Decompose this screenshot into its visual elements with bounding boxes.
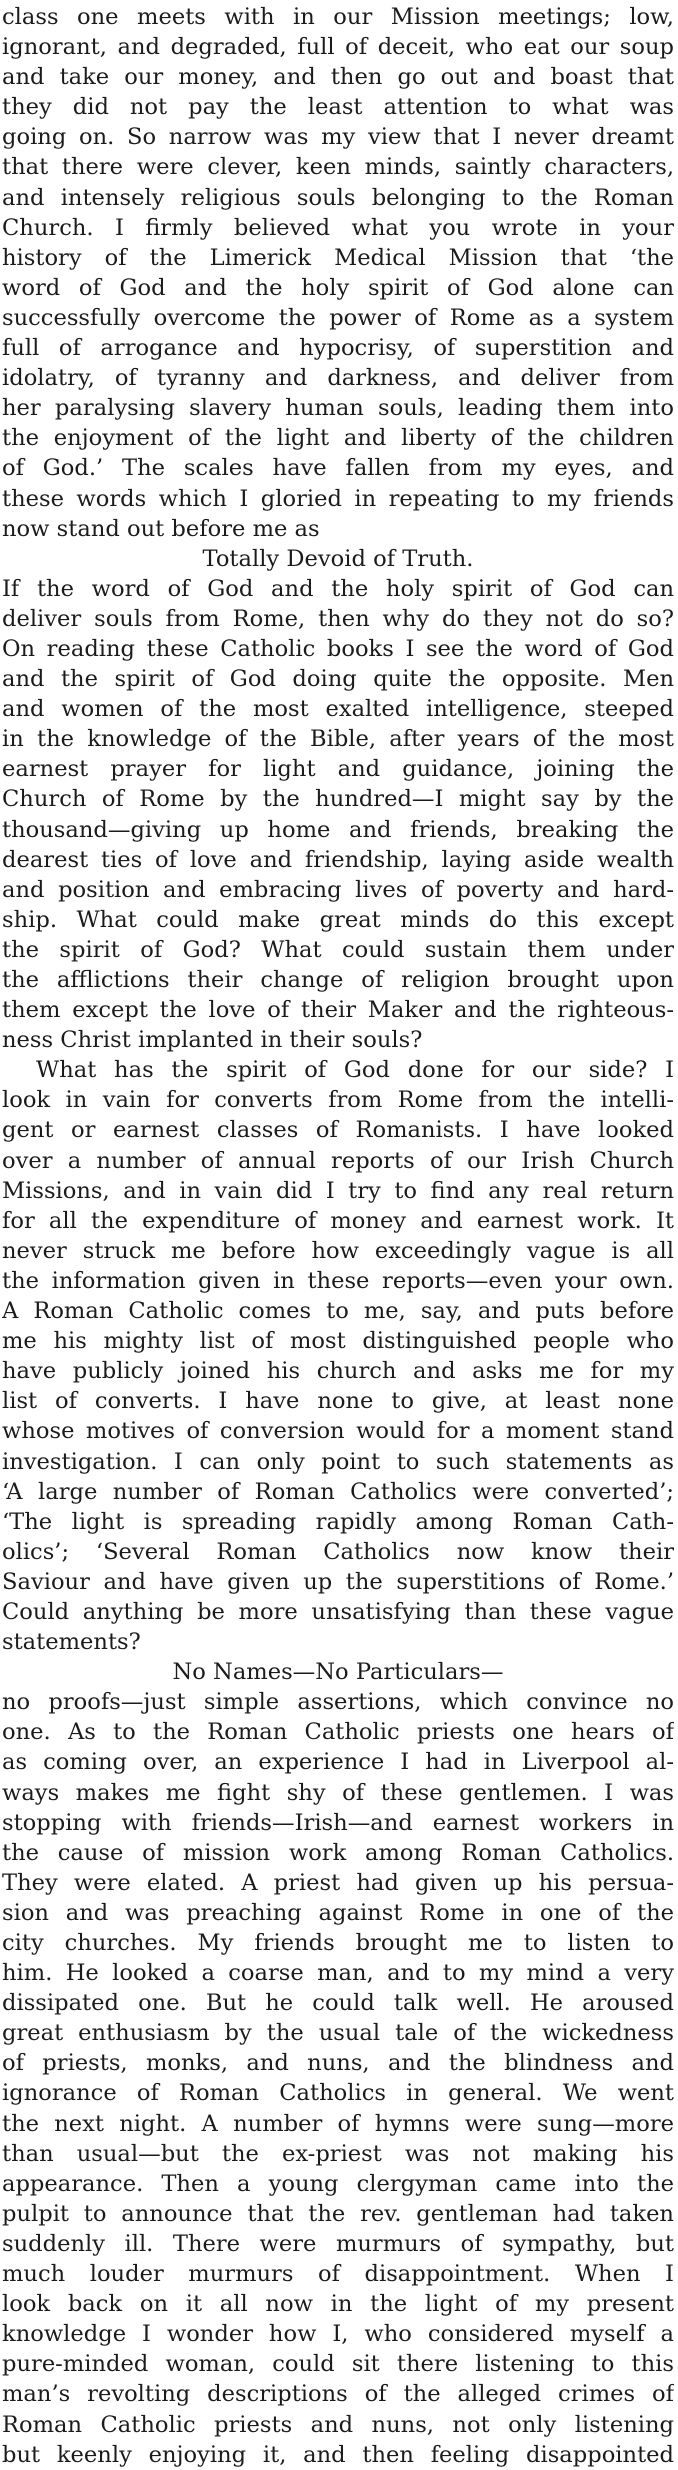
text-line: but keenly enjoying it, and then feeling disappointed <box>2 2441 674 2468</box>
text-line: them except the love of their Maker and the righteous- <box>2 997 674 1024</box>
text-line: and position and embracing lives of poverty and hard- <box>2 876 674 903</box>
text-line: They were elated. A priest had given up his persua- <box>2 1869 674 1896</box>
text-line: over a number of annual reports of our Irish Church <box>2 1147 674 1174</box>
text-line: much louder murmurs of disappointment. When I <box>2 2261 674 2288</box>
text-line: Church. I firmly believed what you wrote in your <box>2 214 674 241</box>
text-line: for all the expenditure of money and earnest work. It <box>2 1207 674 1234</box>
text-line: the next night. A number of hymns were sung—more <box>2 2110 674 2137</box>
text-line: olics’; ‘Several Roman Catholics now know their <box>2 1538 674 1565</box>
text-line: If the word of God and the holy spirit of God can <box>2 575 674 602</box>
paragraph-2 <box>2 574 674 1056</box>
text-line: dissipated one. But he could talk well. He aroused <box>2 1990 674 2017</box>
text-line: full of arrogance and hypocrisy, of superstition and <box>2 335 674 362</box>
text-line: earnest prayer for light and guidance, joining the <box>2 756 674 783</box>
text-line: What has the spirit of God done for our side? I <box>36 1057 674 1084</box>
text-line: ways makes me fight shy of these gentlemen. I was <box>2 1779 674 1806</box>
text-line: investigation. I can only point to such statements as <box>2 1448 674 1475</box>
text-line: pulpit to announce that the rev. gentleman had taken <box>2 2200 674 2227</box>
text-line: thousand—giving up home and friends, breaking the <box>2 816 674 843</box>
text-line: ‘A large number of Roman Catholics were converted’; <box>2 1478 674 1505</box>
text-line: the cause of mission work among Roman Catholics. <box>2 1839 674 1866</box>
text-line: appearance. Then a young clergyman came into the <box>2 2170 674 2197</box>
text-line: one. As to the Roman Catholic priests one hears of <box>2 1719 674 1746</box>
text-line: than usual—but the ex-priest was not making his <box>2 2140 674 2167</box>
text-line: successfully overcome the power of Rome as a system <box>2 304 674 331</box>
text-line: dearest ties of love and friendship, laying aside wealth <box>2 846 674 873</box>
text-line: me his mighty list of most distinguished people who <box>2 1328 674 1355</box>
text-line: and intensely religious souls belonging to the Roman <box>2 184 674 211</box>
text-line: A Roman Catholic comes to me, say, and puts before <box>2 1298 674 1325</box>
text-line: that there were clever, keen minds, saintly characters, <box>2 154 674 181</box>
text-line: and the spirit of God doing quite the opposite. Men <box>2 666 674 693</box>
text-line: On reading these Catholic books I see the word of God <box>2 635 674 662</box>
text-line: deliver souls from Rome, then why do they not do so? <box>2 605 674 632</box>
text-line: stopping with friends—Irish—and earnest workers in <box>2 1809 674 1836</box>
text-line: ship. What could make great minds do this except <box>2 906 674 933</box>
paragraph-4 <box>2 1687 674 2469</box>
text-line: of God.’ The scales have fallen from my eyes, and <box>2 455 674 482</box>
text-line: suddenly ill. There were murmurs of sympathy, but <box>2 2230 674 2257</box>
subheading-no-names-no-particulars: No Names—No Particulars— <box>172 1659 504 1686</box>
text-line: gent or earnest classes of Romanists. I have looked <box>2 1117 674 1144</box>
text-line: class one meets with in our Mission meetings; low, <box>2 4 674 30</box>
text-line: look back on it all now in the light of my present <box>2 2291 674 2318</box>
text-line: sion and was preaching against Rome in one of the <box>2 1899 674 1926</box>
text-line: whose motives of conversion would for a moment stand <box>2 1418 674 1445</box>
paragraph-1 <box>2 2 674 544</box>
text-line: history of the Limerick Medical Mission that ‘the <box>2 244 674 271</box>
text-line: in the knowledge of the Bible, after years of the most <box>2 726 674 753</box>
text-line: of priests, monks, and nuns, and the blindness and <box>2 2050 674 2077</box>
text-line: ignorant, and degraded, full of deceit, who eat our soup <box>2 34 674 61</box>
text-line: look in vain for converts from Rome from the intelli- <box>2 1087 674 1114</box>
text-line: going on. So narrow was my view that I never dreamt <box>2 124 674 151</box>
text-line: ‘The light is spreading rapidly among Roman Cath- <box>2 1508 674 1535</box>
text-line: ness Christ implanted in their souls? <box>2 1027 423 1054</box>
text-line: the afflictions their change of religion brought upon <box>2 967 674 993</box>
text-line: the enjoyment of the light and liberty of the children <box>2 425 674 452</box>
text-line: never struck me before how exceedingly vague is all <box>2 1237 674 1264</box>
text-line: and take our money, and then go out and boast that <box>2 64 674 91</box>
text-line: idolatry, of tyranny and darkness, and deliver from <box>2 365 674 392</box>
text-line: city churches. My friends brought me to listen to <box>2 1930 674 1956</box>
text-line: they did not pay the least attention to what was <box>2 94 674 121</box>
text-line: statements? <box>2 1629 141 1656</box>
paragraph-3 <box>2 1055 674 1657</box>
text-line: word of God and the holy spirit of God alone can <box>2 274 674 301</box>
text-line: the information given in these reports—even your own. <box>2 1267 674 1294</box>
text-line: Roman Catholic priests and nuns, not only listening <box>2 2411 674 2438</box>
text-line: Saviour and have given up the superstitions of Rome.’ <box>2 1568 674 1595</box>
text-line: no proofs—just simple assertions, which convince no <box>2 1689 674 1716</box>
text-line: and women of the most exalted intelligence, steeped <box>2 696 674 723</box>
text-line: now stand out before me as <box>2 515 320 542</box>
text-line: list of converts. I have none to give, at least none <box>2 1388 674 1415</box>
subheading-totally-devoid-of-truth: Totally Devoid of Truth. <box>202 545 474 572</box>
text-line: ignorance of Roman Catholics in general. We went <box>2 2080 674 2107</box>
text-line: the spirit of God? What could sustain them under <box>2 936 674 963</box>
text-line: these words which I gloried in repeating to my friends <box>2 485 674 512</box>
text-line: him. He looked a coarse man, and to my mind a very <box>2 1960 674 1987</box>
text-line: Missions, and in vain did I try to find any real return <box>2 1177 674 1204</box>
text-line: great enthusiasm by the usual tale of the wickedness <box>2 2020 674 2047</box>
text-line: as coming over, an experience I had in Liverpool al- <box>2 1749 674 1776</box>
text-line: pure-minded woman, could sit there listening to this <box>2 2351 674 2378</box>
text-line: Could anything be more unsatisfying than these vague <box>2 1598 674 1625</box>
text-line: Church of Rome by the hundred—I might say by the <box>2 786 674 813</box>
text-line: man’s revolting descriptions of the alleged crimes of <box>2 2381 674 2408</box>
text-line: have publicly joined his church and asks me for my <box>2 1358 674 1385</box>
text-line: knowledge I wonder how I, who considered myself a <box>2 2321 674 2348</box>
text-line: her paralysing slavery human souls, leading them into <box>2 395 674 422</box>
